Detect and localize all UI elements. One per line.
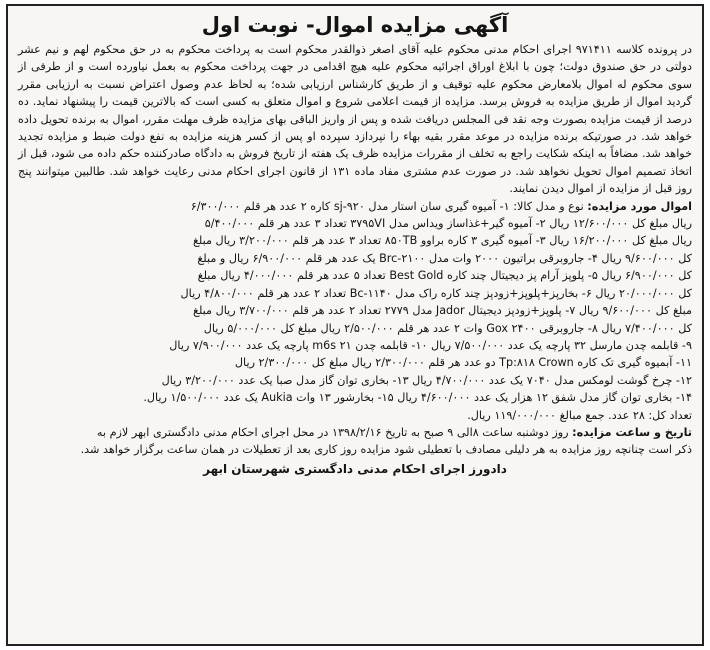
items-line: ریال مبلغ کل ۱۶/۲۰۰/۰۰۰ ریال ۳- آمیوه گیری ۳ کاره براوو ۸۵۰TB تعداد ۳ عدد هر قلم ۳/۲۰۰/۰۰۰ ریال مبلغ (192, 234, 692, 248)
items-line: کل ۶/۹۰۰/۰۰۰ ریال ۵- پلوپز آرام پز دیجیتال چند کاره Best Gold تعداد ۵ عدد هر قلم ۴/۰۰۰/۰۰۰ ریال مبلغ (197, 269, 692, 283)
items-line: ۱۲- چرخ گوشت لومکس مدل ۷۰۴۰ یک عدد ۴/۷۰۰/۰۰۰ ریال ۱۳- بخاری توان گاز مدل صبا یک عدد ۳/۲۰۰/۰۰۰ ریال (161, 373, 692, 387)
items-line: ۹- قابلمه چدن مارسل ۳۲ پارچه یک عدد ۷/۵۰۰/۰۰۰ ریال ۱۰- قابلمه چدن m6s ۲۱ پارچه یک عدد ۷/۹۰۰/۰۰۰ ریال (169, 338, 692, 352)
notice-title: آگهی مزایده اموال- نوبت اول (201, 13, 509, 37)
notice-body: در پرونده کلاسه ۹۷۱۴۱۱ اجرای احکام مدنی محکوم علیه آقای اصغر ذوالقدر محکوم است به پرداخت محکوم به در حق محکوم لهم و نیم عشر دولتی در حق صندوق دولت؛ چون با ابلاغ اوراق اجرائیه محکوم علیه هیچ اقدامی در جهت پرداخت محکوم به بعمل نیاورده است و از طرفی از سوی محکوم له اموال بلامعارض محکوم علیه توقیف و از طریق کارشناس ارزیابی شده؛ به لحاظ عدم وصول اعتراض نسبت به ارزیابی مقرر گردید اموال از طریق مزایده به فروش برسد. مزایده از قیمت اعلامی شروع و اموال متعلق به کسی است که بالاترین قیمت را پیشنهاد نماید. ده درصد از قیمت مزایده بصورت وجه نقد فی المجلس دریافت شده و پس از واریز الباقی بهای مزایده ظرف مهلت مقرر، اموال به برنده تحویل داده خواهد شد. در صورتیکه برنده مزایده در موعد مقرر بقیه بهاء را نپردازد سپرده او پس از کسر هزینه مزایده به نفع دولت ضبط و مزایده تجدید خواهد شد. مضافاً به اینکه شکایت راجع به تخلف از مقررات مزایده ظرف یک هفته از تاریخ فروش به دادگاه صادرکننده حکم داده می شود، قبل از اتخاذ تصمیم اموال تحویل نخواهد شد. در صورت عدم مشتری مفاد ماده ۱۳۱ از قانون اجرای احکام مدنی رعایت خواهد شد. طالبین میتوانند پنج روز قبل از مزایده از اموال دیدن نمایند. (18, 43, 693, 196)
items-line: ریال مبلغ کل ۱۲/۶۰۰/۰۰۰ ریال ۲- آمیوه گیر+غذاساز ویداس مدل ۳۷۹۵VI تعداد ۳ عدد هر قلم ۵/۴۰۰/۰۰۰ (204, 217, 692, 231)
items-line: ۱۴- بخاری توان گاز مدل شفق ۱۲ هزار یک عدد ۴/۶۰۰/۰۰۰ ریال ۱۵- بخارشور ۱۳ وات Aukia یک عدد ۱/۵۰۰/۰۰۰ ریال. (143, 391, 692, 405)
items-line: ۱۱- آبمیوه گیری تک کاره Tp:۸۱۸ Crown دو عدد هر قلم ۲/۳۰۰/۰۰۰ ریال مبلغ کل ۲/۳۰۰/۰۰۰ ریال (234, 356, 692, 370)
items-line: کل ۹/۶۰۰/۰۰۰ ریال ۴- جاروبرقی براتیون ۲۰۰۰ وات مدل Brc-۲۱۰۰ یک عدد هر قلم ۶/۹۰۰/۰۰۰ ریال و مبلغ (197, 251, 692, 265)
datetime-label: تاریخ و ساعت مزایده: (572, 425, 692, 439)
items-line: مبلغ کل ۹/۶۰۰/۰۰۰ ریال ۷- پلوپز+زودپز دیجیتال Jador مدل ۲۷۷۹ تعداد ۲ عدد هر قلم ۳/۷۰۰/۰۰۰ ریال مبلغ (193, 304, 692, 318)
items-total: تعداد کل: ۲۸ عدد. جمع مبالغ ۱۱۹/۰۰۰/۰۰۰ ریال. (467, 408, 692, 422)
items-line: نوع و مدل کالا: ۱- آمیوه گیری سان استار مدل sj-۹۲۰ کاره ۲ عدد هر قلم ۶/۳۰۰/۰۰۰ (190, 199, 584, 213)
auction-datetime (18, 424, 692, 441)
datetime-text-continued: ذکر است چنانچه روز مزایده به هر دلیلی مصادف با تعطیلی شود مزایده روز کاری بعد از تعطیلات در همان ساعت برگزار خواهد شد. (80, 443, 692, 457)
datetime-text: روز دوشنبه ساعت ۸الی ۹ صبح به تاریخ ۱۳۹۸/۲/۱۶ در محل اجرای احکام مدنی دادگستری ابهر لازم به (96, 425, 569, 439)
items-label: اموال مورد مزایده: (587, 199, 692, 213)
auction-items (18, 198, 692, 424)
signature: دادورز اجرای احکام مدنی دادگستری شهرستان ابهر (203, 461, 507, 476)
auction-notice (6, 4, 704, 646)
items-line: کل ۲۰/۰۰۰/۰۰۰ ریال ۶- بخارپز+پلوپز+زودپز چند کاره راک مدل Bc-۱۱۴۰ تعداد ۲ عدد هر قلم ۴/۸۰۰/۰۰۰ ریال (180, 286, 692, 300)
items-line: کل ۷/۴۰۰/۰۰۰ ریال ۸- جاروبرقی Gox ۲۴۰۰ وات ۲ عدد هر قلم ۲/۵۰۰/۰۰۰ ریال مبلغ کل ۵/۰۰۰/۰۰۰ ریال (203, 321, 692, 335)
